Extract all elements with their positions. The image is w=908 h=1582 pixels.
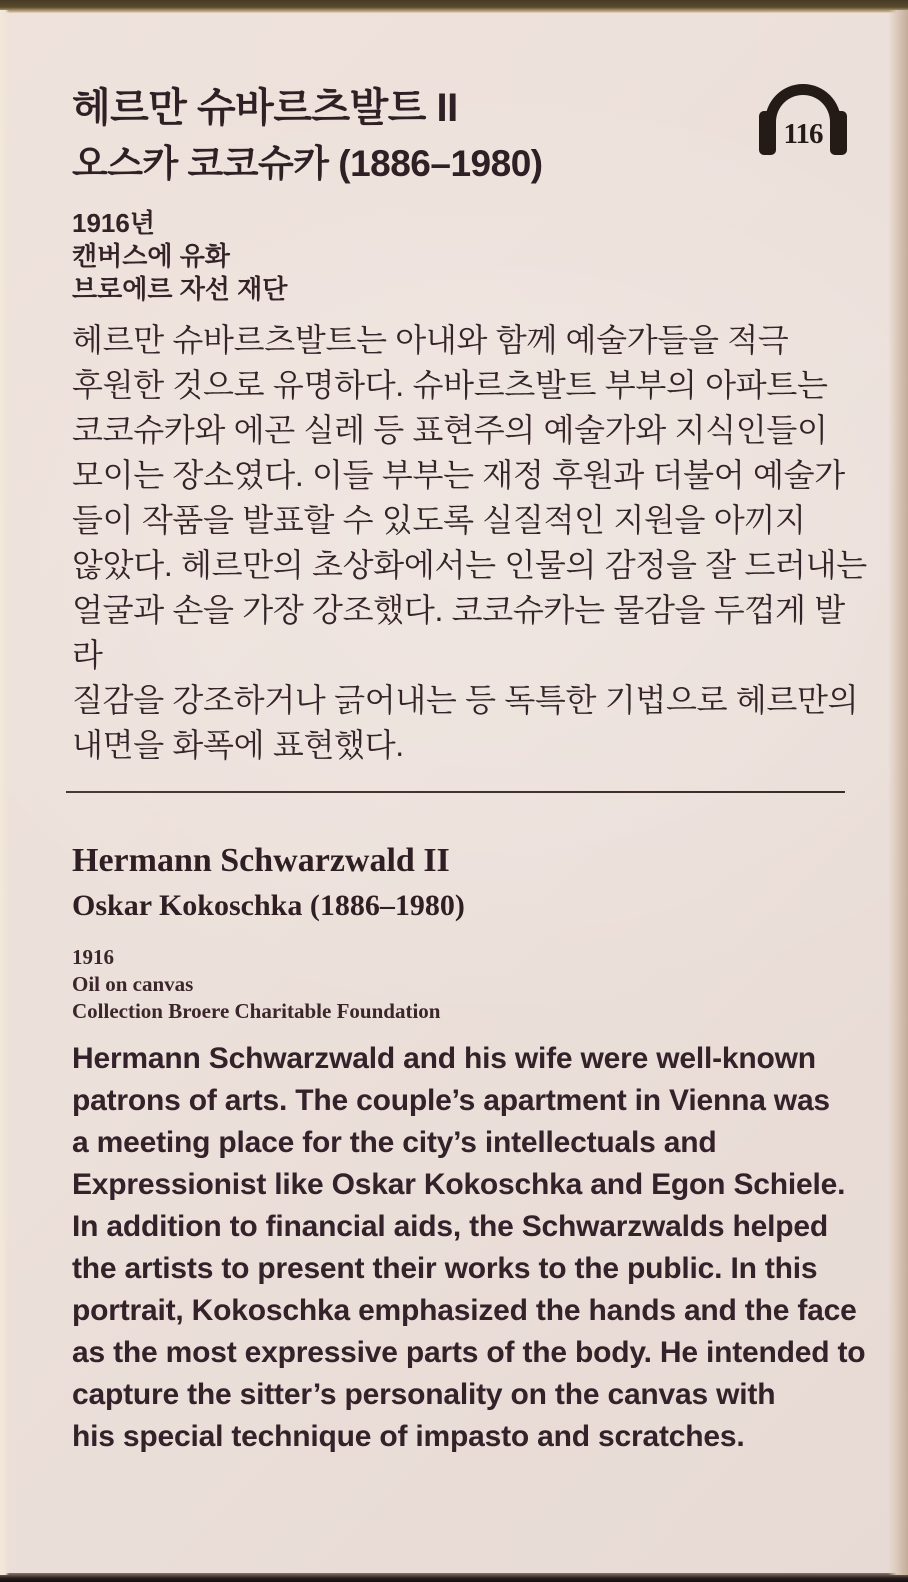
english-meta-medium: Oil on canvas [72, 972, 194, 996]
korean-meta-medium: 캔버스에 유화 [72, 241, 230, 271]
body-line: Hermann Schwarzwald and his wife were well-known [72, 1042, 816, 1075]
body-line: patrons of arts. The couple’s apartment in Vienna was [72, 1084, 830, 1117]
english-meta-collection: Collection Broere Charitable Foundation [72, 999, 441, 1023]
body-line: 코코슈카와 에곤 실레 등 표현주의 예술가와 지식인들이 [72, 412, 828, 448]
body-line: capture the sitter’s personality on the canvas with [72, 1378, 776, 1411]
body-line: 헤르만 슈바르츠발트는 아내와 함께 예술가들을 적극 [72, 322, 789, 358]
korean-artist-name: 오스카 코코슈카 (1886–1980) [72, 143, 543, 184]
english-artist-name: Oskar Kokoschka (1886–1980) [72, 889, 465, 922]
body-line: 모이는 장소였다. 이들 부부는 재정 후원과 더불어 예술가 [72, 457, 845, 493]
audio-guide-badge [756, 84, 850, 164]
korean-meta-collection: 브로에르 자선 재단 [72, 274, 288, 304]
body-line: 질감을 강조하거나 긁어내는 등 독특한 기법으로 헤르만의 [72, 682, 859, 718]
body-line: portrait, Kokoschka emphasized the hands and the face [72, 1294, 857, 1327]
body-line: 후원한 것으로 유명하다. 슈바르츠발트 부부의 아파트는 [72, 367, 828, 403]
audio-guide-number: 116 [783, 118, 823, 150]
body-line: 들이 작품을 발표할 수 있도록 실질적인 지원을 아끼지 [72, 502, 806, 538]
english-artwork-title: Hermann Schwarzwald II [72, 842, 450, 879]
body-line: 내면을 화폭에 표현했다. [72, 727, 404, 763]
body-line: a meeting place for the city’s intellectuals and [72, 1126, 717, 1159]
body-line: In addition to financial aids, the Schwarzwalds helped [72, 1210, 828, 1243]
korean-metadata [72, 207, 287, 306]
english-meta-year: 1916 [72, 945, 114, 969]
body-line: 얼굴과 손을 가장 강조했다. 코코슈카는 물감을 두껍게 발라 [72, 592, 845, 673]
korean-description [72, 318, 872, 768]
korean-artwork-title: 헤르만 슈바르츠발트 II [72, 86, 458, 130]
photo-top-edge [0, 0, 908, 13]
card-right-edge [888, 10, 908, 1575]
body-line: as the most expressive parts of the body. He intended to [72, 1336, 866, 1369]
body-line: Expressionist like Oskar Kokoschka and Egon Schiele. [72, 1168, 846, 1201]
body-line: the artists to present their works to the public. In this [72, 1252, 818, 1285]
english-metadata [72, 944, 440, 1025]
card-left-edge [0, 10, 9, 1575]
body-line: his special technique of impasto and scratches. [72, 1420, 745, 1453]
section-divider [66, 791, 845, 793]
korean-meta-year: 1916년 [72, 208, 155, 238]
photo-bottom-edge [0, 1573, 908, 1582]
body-line: 않았다. 헤르만의 초상화에서는 인물의 감정을 잘 드러내는 [72, 547, 867, 583]
english-description [72, 1038, 882, 1458]
